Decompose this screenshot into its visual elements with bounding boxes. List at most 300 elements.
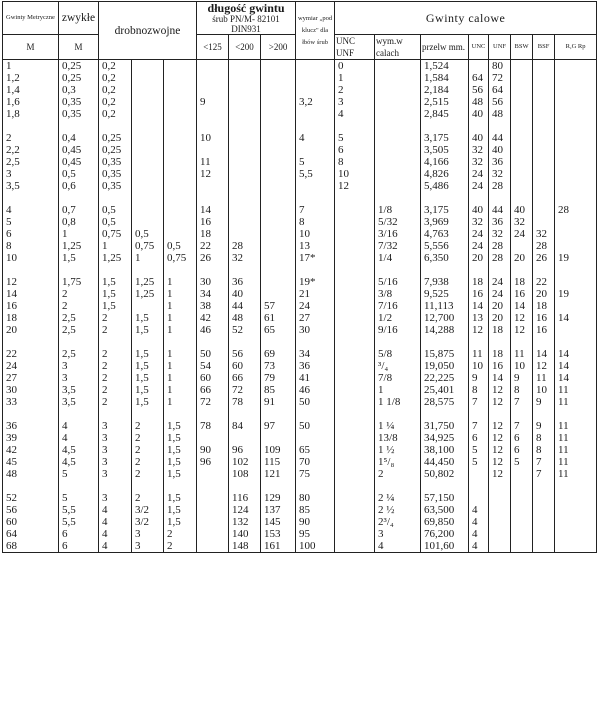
bsf-tpi-cell [533,516,555,528]
bsf-tpi-cell: 12 [533,360,555,372]
length-125-cell: 54 [197,360,229,372]
pitch-coarse-cell: 4,5 [59,456,99,468]
spacer-cell [489,336,511,348]
unf-tpi-cell: 36 [489,216,511,228]
metric-size-cell: 4 [3,204,59,216]
unc-unf-number-cell [335,540,375,553]
rg-tpi-cell: 11 [555,420,597,432]
unf-tpi-cell [489,516,511,528]
spacer-cell [261,480,296,492]
length-gt200-cell: 109 [261,444,296,456]
unc-tpi-cell: 4 [469,504,489,516]
unc-unf-number-cell: 8 [335,156,375,168]
pitch-coarse-cell: 6 [59,540,99,553]
pitch-fine-2-cell: 2 [132,444,164,456]
spacer-cell [489,120,511,132]
table-row [3,288,597,300]
rg-tpi-cell: 19 [555,252,597,264]
length-200-cell [229,168,261,180]
bsw-tpi-cell [511,84,533,96]
spacer-cell [229,408,261,420]
unc-unf-number-cell: 6 [335,144,375,156]
unf-tpi-cell: 12 [489,420,511,432]
length-gt200-cell: 91 [261,396,296,408]
metric-size-cell: 18 [3,312,59,324]
inch-mm-cell: 50,802 [421,468,469,480]
unc-unf-number-cell [335,492,375,504]
unc-unf-number-cell [335,372,375,384]
inch-size-cell: 2 [375,468,421,480]
spacer-row [3,480,597,492]
length-125-cell [197,492,229,504]
length-200-cell: 28 [229,240,261,252]
length-gt200-cell [261,432,296,444]
unc-unf-number-cell: 4 [335,108,375,120]
pitch-coarse-cell: 0,45 [59,144,99,156]
bsw-tpi-cell [511,60,533,73]
inch-mm-cell: 3,175 [421,204,469,216]
table-row [3,216,597,228]
bsw-tpi-cell: 32 [511,216,533,228]
bsw-tpi-cell [511,516,533,528]
inch-size-cell: 7/32 [375,240,421,252]
spacer-cell [533,336,555,348]
metric-size-cell: 2,2 [3,144,59,156]
bsf-tpi-cell: 8 [533,444,555,456]
unc-tpi-cell: 18 [469,276,489,288]
spacer-cell [3,192,59,204]
wrench-size-cell [296,72,335,84]
inch-size-cell: 3/8 [375,288,421,300]
bsf-tpi-cell: 10 [533,384,555,396]
spacer-cell [469,120,489,132]
table-row [3,180,597,192]
length-125-cell: 22 [197,240,229,252]
length-125-cell: 66 [197,384,229,396]
table-row [3,168,597,180]
spacer-cell [99,480,132,492]
pitch-fine-2-cell: 0,5 [132,228,164,240]
inch-mm-cell: 22,225 [421,372,469,384]
spacer-cell [489,408,511,420]
pitch-fine-2-cell [132,300,164,312]
pitch-fine-2-cell: 2 [132,456,164,468]
wrench-size-cell: 3,2 [296,96,335,108]
unc-unf-number-cell: 0 [335,60,375,73]
bsw-tpi-cell: 6 [511,432,533,444]
spacer-cell [555,192,597,204]
rg-tpi-cell: 28 [555,204,597,216]
inch-size-cell: 5/16 [375,276,421,288]
unf-tpi-cell: 44 [489,204,511,216]
pitch-fine-3-cell [164,228,197,240]
inch-size-cell: 3/16 [375,228,421,240]
pitch-fine-3-cell [164,180,197,192]
spacer-row [3,192,597,204]
metric-size-cell: 48 [3,468,59,480]
pitch-fine-2-cell: 1,25 [132,288,164,300]
spacer-cell [261,192,296,204]
length-125-cell: 38 [197,300,229,312]
pitch-fine-1-cell: 4 [99,504,132,516]
unc-unf-number-cell: 12 [335,180,375,192]
unc-unf-number-cell [335,420,375,432]
wrench-size-cell: 100 [296,540,335,553]
wrench-size-cell: 80 [296,492,335,504]
length-gt200-cell: 121 [261,468,296,480]
bsw-tpi-cell: 7 [511,396,533,408]
unc-tpi-cell: 40 [469,204,489,216]
inch-size-cell: 2 ½ [375,504,421,516]
length-gt200-cell: 115 [261,456,296,468]
spacer-cell [533,408,555,420]
inch-mm-cell: 1,584 [421,72,469,84]
unf-tpi-cell: 18 [489,348,511,360]
rg-tpi-cell [555,324,597,336]
bsf-tpi-cell [533,492,555,504]
pitch-fine-2-cell: 1,5 [132,324,164,336]
pitch-coarse-cell: 3 [59,372,99,384]
unf-tpi-cell: 32 [489,168,511,180]
spacer-cell [132,336,164,348]
length-200-cell: 148 [229,540,261,553]
wrench-size-cell: 41 [296,372,335,384]
unc-tpi-cell: 32 [469,216,489,228]
pitch-coarse-cell: 1,5 [59,252,99,264]
length-gt200-cell [261,60,296,73]
spacer-cell [375,480,421,492]
spacer-cell [229,480,261,492]
pitch-coarse-cell: 3,5 [59,396,99,408]
unf-tpi-cell: 28 [489,180,511,192]
spacer-cell [555,408,597,420]
inch-size-cell [375,132,421,144]
bsf-tpi-cell [533,156,555,168]
pitch-fine-3-cell: 1 [164,300,197,312]
inch-size-cell: 1/8 [375,204,421,216]
length-125-cell [197,180,229,192]
pitch-coarse-cell: 5 [59,492,99,504]
pitch-fine-2-cell [132,96,164,108]
unc-tpi-cell: 32 [469,156,489,168]
pitch-fine-3-cell: 0,5 [164,240,197,252]
length-gt200-cell [261,72,296,84]
length-125-cell: 11 [197,156,229,168]
header-zwykle: zwykłe [59,2,99,35]
pitch-fine-2-cell: 2 [132,492,164,504]
length-200-cell [229,204,261,216]
unf-tpi-cell [489,540,511,553]
bsf-tpi-cell [533,504,555,516]
length-200-cell: 52 [229,324,261,336]
unc-unf-number-cell [335,456,375,468]
length-200-cell [229,180,261,192]
bsw-tpi-cell: 14 [511,300,533,312]
spacer-cell [421,192,469,204]
pitch-coarse-cell: 2,5 [59,348,99,360]
pitch-fine-3-cell: 2 [164,528,197,540]
length-200-cell [229,60,261,73]
pitch-coarse-cell: 1 [59,228,99,240]
wrench-size-cell [296,84,335,96]
spacer-cell [164,264,197,276]
bsf-tpi-cell: 26 [533,252,555,264]
pitch-fine-3-cell: 1 [164,324,197,336]
inch-mm-cell: 14,288 [421,324,469,336]
bsw-tpi-cell [511,528,533,540]
spacer-cell [469,408,489,420]
pitch-coarse-cell: 0,4 [59,132,99,144]
length-gt200-cell [261,204,296,216]
inch-mm-cell: 25,401 [421,384,469,396]
bsf-tpi-cell: 8 [533,432,555,444]
spacer-row [3,408,597,420]
spacer-cell [555,120,597,132]
spacer-cell [533,192,555,204]
pitch-fine-3-cell: 0,75 [164,252,197,264]
inch-size-cell: 9/16 [375,324,421,336]
pitch-fine-1-cell: 0,25 [99,144,132,156]
bsf-tpi-cell: 11 [533,372,555,384]
pitch-fine-1-cell: 4 [99,540,132,553]
pitch-fine-1-cell: 2 [99,360,132,372]
spacer-cell [375,336,421,348]
bsf-tpi-cell [533,84,555,96]
bsf-tpi-cell: 7 [533,456,555,468]
pitch-coarse-cell: 5,5 [59,516,99,528]
header-row-1 [3,2,597,35]
length-gt200-cell: 97 [261,420,296,432]
inch-mm-cell: 5,556 [421,240,469,252]
length-200-cell: 48 [229,312,261,324]
pitch-fine-3-cell: 1 [164,288,197,300]
unf-tpi-cell [489,528,511,540]
wrench-size-cell: 4 [296,132,335,144]
rg-tpi-cell [555,108,597,120]
pitch-coarse-cell: 0,5 [59,168,99,180]
spacer-cell [375,192,421,204]
spacer-cell [164,408,197,420]
unc-tpi-cell: 64 [469,72,489,84]
metric-size-cell: 39 [3,432,59,444]
spacer-cell [132,408,164,420]
pitch-coarse-cell: 2 [59,300,99,312]
inch-mm-cell: 3,175 [421,132,469,144]
length-200-cell [229,96,261,108]
length-gt200-cell [261,108,296,120]
unc-tpi-cell [469,468,489,480]
inch-size-cell: 7/8 [375,372,421,384]
pitch-fine-3-cell: 1,5 [164,456,197,468]
table-row [3,468,597,480]
pitch-fine-2-cell [132,168,164,180]
inch-size-cell [375,156,421,168]
inch-size-cell: 1⁵/₈ [375,456,421,468]
rg-tpi-cell: 14 [555,312,597,324]
rg-tpi-cell [555,228,597,240]
bsw-tpi-cell [511,96,533,108]
spacer-cell [99,336,132,348]
spacer-cell [489,264,511,276]
unc-unf-number-cell [335,504,375,516]
length-125-cell: 30 [197,276,229,288]
inch-mm-cell: 76,200 [421,528,469,540]
header-bsf: BSF [533,35,555,60]
header-len-125: <125 [197,35,229,60]
spacer-cell [296,480,335,492]
length-125-cell: 14 [197,204,229,216]
header-length-sub2: DIN931 [231,24,261,34]
spacer-cell [197,336,229,348]
rg-tpi-cell: 19 [555,288,597,300]
pitch-coarse-cell: 0,25 [59,72,99,84]
bsw-tpi-cell: 20 [511,252,533,264]
bsw-tpi-cell: 12 [511,324,533,336]
inch-mm-cell: 3,969 [421,216,469,228]
table-row [3,84,597,96]
table-row [3,240,597,252]
pitch-fine-1-cell: 0,5 [99,216,132,228]
unf-tpi-cell: 72 [489,72,511,84]
unc-tpi-cell: 7 [469,396,489,408]
pitch-fine-2-cell: 1,25 [132,276,164,288]
rg-tpi-cell: 14 [555,372,597,384]
wrench-size-cell: 46 [296,384,335,396]
bsf-tpi-cell: 22 [533,276,555,288]
wrench-size-cell: 24 [296,300,335,312]
wrench-size-cell: 65 [296,444,335,456]
spacer-cell [132,480,164,492]
pitch-fine-1-cell: 3 [99,444,132,456]
inch-size-cell [375,144,421,156]
header-col-m1: M [3,35,59,60]
metric-size-cell: 42 [3,444,59,456]
metric-size-cell: 3,5 [3,180,59,192]
pitch-coarse-cell: 0,8 [59,216,99,228]
pitch-fine-2-cell [132,72,164,84]
bsf-tpi-cell [533,216,555,228]
length-gt200-cell [261,168,296,180]
unc-unf-number-cell [335,384,375,396]
inch-size-cell [375,168,421,180]
header-length-sub1: śrub PN/M- 82101 [212,14,280,24]
length-200-cell: 66 [229,372,261,384]
rg-tpi-cell [555,240,597,252]
spacer-cell [99,120,132,132]
table-row [3,72,597,84]
table-row [3,420,597,432]
bsf-tpi-cell [533,168,555,180]
spacer-cell [421,408,469,420]
inch-size-cell: 1 ¼ [375,420,421,432]
length-gt200-cell: 57 [261,300,296,312]
unc-tpi-cell: 7 [469,420,489,432]
unc-unf-number-cell [335,216,375,228]
rg-tpi-cell [555,276,597,288]
metric-size-cell: 12 [3,276,59,288]
rg-tpi-cell: 11 [555,456,597,468]
unc-unf-number-cell [335,360,375,372]
pitch-fine-1-cell: 0,35 [99,180,132,192]
unc-tpi-cell: 4 [469,540,489,553]
table-row [3,228,597,240]
length-gt200-cell: 65 [261,324,296,336]
spacer-cell [375,264,421,276]
wrench-size-cell: 19* [296,276,335,288]
unf-tpi-cell: 32 [489,228,511,240]
unc-tpi-cell: 14 [469,300,489,312]
header-wrench: wymiar „pod klucz" dla łbów śrub [296,2,335,60]
unc-unf-number-cell [335,228,375,240]
pitch-fine-2-cell: 3/2 [132,504,164,516]
table-body [3,60,597,553]
pitch-fine-3-cell: 1,5 [164,444,197,456]
pitch-fine-2-cell: 0,75 [132,240,164,252]
inch-size-cell: 1 ½ [375,444,421,456]
wrench-size-cell [296,144,335,156]
pitch-fine-3-cell: 1 [164,360,197,372]
bsf-tpi-cell: 32 [533,228,555,240]
unf-tpi-cell [489,492,511,504]
wrench-size-cell: 50 [296,396,335,408]
unf-tpi-cell: 12 [489,456,511,468]
pitch-fine-3-cell: 1,5 [164,504,197,516]
bsw-tpi-cell [511,492,533,504]
metric-size-cell: 52 [3,492,59,504]
spacer-cell [296,264,335,276]
pitch-fine-1-cell: 2 [99,324,132,336]
pitch-fine-2-cell: 3 [132,528,164,540]
pitch-fine-3-cell: 1,5 [164,516,197,528]
length-125-cell [197,84,229,96]
spacer-cell [99,264,132,276]
wrench-size-cell: 70 [296,456,335,468]
pitch-coarse-cell: 0,25 [59,60,99,73]
length-gt200-cell: 61 [261,312,296,324]
spacer-cell [197,264,229,276]
bsw-tpi-cell [511,540,533,553]
length-gt200-cell: 73 [261,360,296,372]
bsw-tpi-cell [511,468,533,480]
table-row [3,360,597,372]
bsw-tpi-cell [511,108,533,120]
unc-tpi-cell: 5 [469,444,489,456]
bsf-tpi-cell: 16 [533,312,555,324]
pitch-coarse-cell: 3 [59,360,99,372]
rg-tpi-cell [555,300,597,312]
pitch-fine-2-cell [132,84,164,96]
pitch-fine-1-cell: 0,35 [99,168,132,180]
length-125-cell [197,72,229,84]
spacer-cell [229,336,261,348]
bsf-tpi-cell [533,540,555,553]
spacer-cell [164,336,197,348]
rg-tpi-cell [555,60,597,73]
unc-tpi-cell: 48 [469,96,489,108]
pitch-fine-1-cell: 0,2 [99,60,132,73]
inch-mm-cell: 19,050 [421,360,469,372]
rg-tpi-cell [555,540,597,553]
pitch-fine-2-cell [132,156,164,168]
pitch-coarse-cell: 2,5 [59,312,99,324]
length-125-cell: 90 [197,444,229,456]
length-200-cell: 78 [229,396,261,408]
bsf-tpi-cell [533,108,555,120]
pitch-fine-2-cell: 2 [132,432,164,444]
unc-tpi-cell [469,60,489,73]
length-125-cell: 12 [197,168,229,180]
pitch-fine-1-cell: 4 [99,516,132,528]
